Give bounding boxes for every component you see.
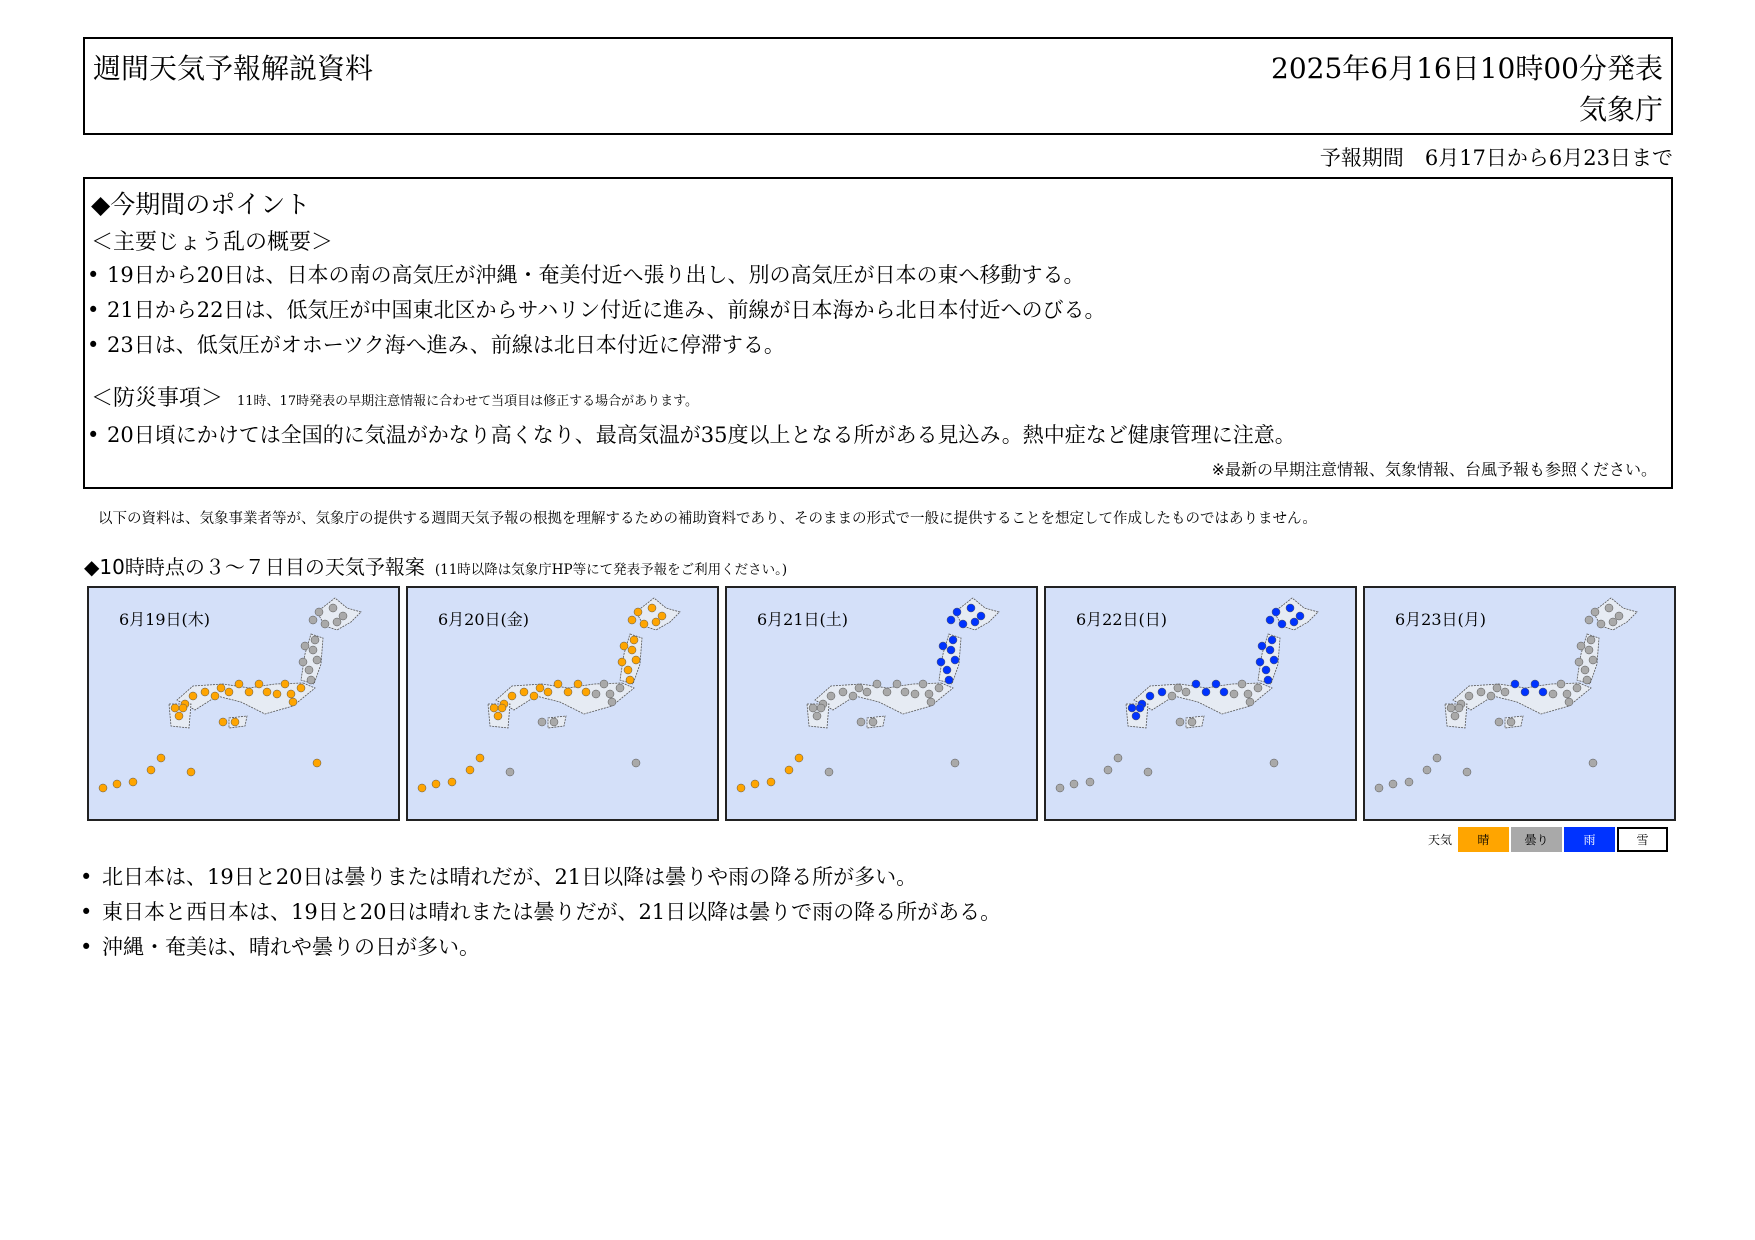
weather-marker-tohoku: [1268, 636, 1276, 644]
weather-marker-kanto: [1230, 690, 1238, 698]
weather-marker-tohoku: [1577, 642, 1585, 650]
forecast-map-day7: [1363, 586, 1676, 821]
weather-marker-hokkaido: [1286, 604, 1294, 612]
weather-marker-kyushu: [498, 704, 506, 712]
weather-marker-tohoku: [1266, 646, 1274, 654]
weather-marker-okinawa: [1405, 778, 1413, 786]
weather-marker-okinawa: [1423, 766, 1431, 774]
weather-marker-kyushu: [1451, 712, 1459, 720]
weather-marker-kanto: [600, 680, 608, 688]
weather-marker-kinki: [217, 684, 225, 692]
summary-item: • 沖縄・奄美は、晴れや曇りの日が多い。: [80, 935, 480, 959]
station-markers: [737, 604, 985, 792]
weather-marker-tohoku: [1583, 676, 1591, 684]
weather-marker-chubu: [235, 680, 243, 688]
weather-marker-kanto: [281, 680, 289, 688]
weather-marker-shikoku: [869, 718, 877, 726]
map-date-label: 6月21日(土): [757, 610, 849, 629]
weather-marker-islands: [313, 759, 321, 767]
map-date-label: 6月22日(日): [1076, 610, 1168, 629]
weather-marker-kanto: [1254, 684, 1262, 692]
weather-marker-hokkaido: [959, 620, 967, 628]
map-date-label: 6月23日(月): [1395, 610, 1487, 629]
weather-marker-tohoku: [628, 646, 636, 654]
weather-marker-kanto: [273, 690, 281, 698]
weather-marker-islands: [506, 768, 514, 776]
weather-marker-chubu: [1531, 680, 1539, 688]
weather-marker-chubu: [582, 688, 590, 696]
weather-marker-kanto: [935, 684, 943, 692]
weather-marker-okinawa: [418, 784, 426, 792]
weather-marker-tohoku: [1587, 636, 1595, 644]
weather-marker-kyushu: [1128, 704, 1136, 712]
weather-marker-tohoku: [939, 642, 947, 650]
weather-marker-kanto: [927, 698, 935, 706]
disclaimer: 以下の資料は、気象事業者等が、気象庁の提供する週間天気予報の根拠を理解するための補助資料であり、そのままの形式で一般に提供することを想定して作成したものではありません。: [98, 511, 1317, 527]
weather-marker-chugoku: [1158, 688, 1166, 696]
weather-marker-islands: [187, 768, 195, 776]
weather-marker-okinawa: [147, 766, 155, 774]
points-box: [83, 177, 1673, 489]
legend-title: 天気: [1428, 833, 1453, 847]
weather-marker-tohoku: [1256, 658, 1264, 666]
map-section-heading: [84, 551, 787, 580]
weather-marker-kanto: [925, 690, 933, 698]
weather-marker-tohoku: [626, 676, 634, 684]
weather-marker-tohoku: [943, 666, 951, 674]
weather-marker-chubu: [901, 688, 909, 696]
weather-marker-okinawa: [737, 784, 745, 792]
weather-marker-tohoku: [1585, 646, 1593, 654]
weather-marker-chubu: [893, 680, 901, 688]
map-date-label: 6月19日(木): [119, 610, 211, 629]
weather-marker-okinawa: [466, 766, 474, 774]
weather-marker-chubu: [883, 688, 891, 696]
forecast-map-day5: [725, 586, 1038, 821]
forecast-map-day3: [87, 586, 400, 821]
weather-marker-kinki: [1501, 688, 1509, 696]
weather-marker-hokkaido: [1290, 618, 1298, 626]
weather-marker-tohoku: [1258, 642, 1266, 650]
weather-marker-kinki: [1493, 684, 1501, 692]
weather-marker-chubu: [574, 680, 582, 688]
weather-marker-tohoku: [1262, 666, 1270, 674]
weather-marker-hokkaido: [1266, 616, 1274, 624]
legend-item-sunny: [1458, 827, 1509, 852]
weather-marker-okinawa: [1056, 784, 1064, 792]
weather-marker-islands: [825, 768, 833, 776]
weather-marker-hokkaido: [648, 604, 656, 612]
weather-marker-tohoku: [949, 636, 957, 644]
disturbance-item-text: 19日から20日は、日本の南の高気圧が沖縄・奄美付近へ張り出し、別の高気圧が日本の東へ移動する。: [107, 263, 1085, 287]
weather-marker-chubu: [255, 680, 263, 688]
weather-marker-okinawa: [751, 780, 759, 788]
weather-marker-okinawa: [113, 780, 121, 788]
weather-marker-kanto: [606, 690, 614, 698]
weather-marker-okinawa: [157, 754, 165, 762]
map-date-label: 6月20日(金): [438, 610, 530, 629]
weather-marker-chugoku: [827, 692, 835, 700]
weather-marker-kyushu: [1455, 704, 1463, 712]
weather-marker-chubu: [1192, 680, 1200, 688]
weather-marker-hokkaido: [640, 620, 648, 628]
station-markers: [99, 604, 347, 792]
weather-marker-kanto: [1557, 680, 1565, 688]
disturbance-item: • 19日から20日は、日本の南の高気圧が沖縄・奄美付近へ張り出し、別の高気圧が日本の東へ移動する。: [87, 263, 1085, 287]
weather-marker-chubu: [1220, 688, 1228, 696]
weather-marker-kyushu: [494, 712, 502, 720]
weather-marker-okinawa: [129, 778, 137, 786]
weather-marker-kanto: [1573, 684, 1581, 692]
weather-marker-okinawa: [767, 778, 775, 786]
disturbance-item-text: 21日から22日は、低気圧が中国東北区からサハリン付近に進み、前線が日本海から北日本付近へのびる。: [107, 298, 1106, 322]
weather-marker-kanto: [1238, 680, 1246, 688]
weather-marker-okinawa: [1114, 754, 1122, 762]
weather-marker-chubu: [245, 688, 253, 696]
weather-marker-kanto: [289, 698, 297, 706]
weather-marker-okinawa: [1086, 778, 1094, 786]
disaster-item: • 20日頃にかけては全国的に気温がかなり高くなり、最高気温が35度以上となる所がある見込み。熱中症など健康管理に注意。: [87, 423, 1296, 447]
agency-name: 気象庁: [1578, 93, 1663, 126]
weather-marker-tohoku: [632, 656, 640, 664]
weather-marker-kinki: [225, 688, 233, 696]
weather-marker-kanto: [287, 690, 295, 698]
legend-label: 雨: [1583, 833, 1596, 847]
weather-marker-hokkaido: [315, 608, 323, 616]
weather-marker-kyushu: [490, 704, 498, 712]
weather-marker-chubu: [1212, 680, 1220, 688]
weather-marker-kanto: [1246, 698, 1254, 706]
weather-marker-chubu: [1511, 680, 1519, 688]
weather-marker-kanto: [608, 698, 616, 706]
weather-marker-hokkaido: [953, 608, 961, 616]
weather-marker-hokkaido: [1278, 620, 1286, 628]
weather-marker-okinawa: [476, 754, 484, 762]
weather-marker-okinawa: [448, 778, 456, 786]
weather-marker-hokkaido: [309, 616, 317, 624]
weather-marker-hokkaido: [1605, 604, 1613, 612]
points-heading: ◆今期間のポイント: [91, 190, 311, 219]
disaster-note: 11時、17時発表の早期注意情報に合わせて当項目は修正する場合があります。: [237, 394, 699, 409]
weather-marker-shikoku: [1188, 718, 1196, 726]
forecast-map-day6: [1044, 586, 1357, 821]
weather-marker-tohoku: [1575, 658, 1583, 666]
weather-marker-kanto: [616, 684, 624, 692]
disturbance-item: • 23日は、低気圧がオホーツク海へ進み、前線は北日本付近に停滞する。: [87, 333, 785, 357]
weather-marker-kyushu: [817, 704, 825, 712]
weather-marker-shikoku: [1495, 718, 1503, 726]
weather-marker-tohoku: [305, 666, 313, 674]
weather-marker-chugoku: [189, 692, 197, 700]
weather-marker-kinki: [1174, 684, 1182, 692]
weather-marker-tohoku: [1264, 676, 1272, 684]
weather-marker-tohoku: [947, 646, 955, 654]
weather-marker-kyushu: [175, 712, 183, 720]
map-section-note: (11時以降は気象庁HP等にて発表予報をご利用ください。): [434, 562, 788, 578]
weather-marker-tohoku: [620, 642, 628, 650]
weather-marker-hokkaido: [333, 618, 341, 626]
weather-marker-kanto: [1244, 690, 1252, 698]
reference-note: ※最新の早期注意情報、気象情報、台風予報も参照ください。: [1211, 460, 1657, 479]
weather-marker-kinki: [544, 688, 552, 696]
weather-marker-hokkaido: [977, 612, 985, 620]
weather-marker-chugoku: [1465, 692, 1473, 700]
weather-marker-tohoku: [951, 656, 959, 664]
weather-marker-kanto: [297, 684, 305, 692]
station-markers: [1375, 604, 1623, 792]
weather-marker-tohoku: [301, 642, 309, 650]
weather-marker-kinki: [849, 692, 857, 700]
weather-marker-kyushu: [1132, 712, 1140, 720]
disaster-item-text: 20日頃にかけては全国的に気温がかなり高くなり、最高気温が35度以上となる所がある見込み。熱中症など健康管理に注意。: [107, 423, 1296, 447]
weather-marker-kinki: [855, 684, 863, 692]
station-markers: [418, 604, 666, 792]
weather-marker-okinawa: [795, 754, 803, 762]
weather-marker-okinawa: [432, 780, 440, 788]
summary-item-text: 北日本は、19日と20日は曇りまたは晴れだが、21日以降は曇りや雨の降る所が多い。: [102, 865, 918, 889]
weather-marker-hokkaido: [1609, 618, 1617, 626]
weather-marker-hokkaido: [971, 618, 979, 626]
weather-marker-shikoku: [1176, 718, 1184, 726]
weather-marker-chubu: [564, 688, 572, 696]
legend-item-rain: [1564, 827, 1615, 852]
weather-marker-tohoku: [937, 658, 945, 666]
weather-marker-shikoku: [550, 718, 558, 726]
weather-marker-hokkaido: [1296, 612, 1304, 620]
weather-marker-hokkaido: [1272, 608, 1280, 616]
weather-marker-tohoku: [307, 676, 315, 684]
weather-marker-shikoku: [538, 718, 546, 726]
weather-marker-tohoku: [945, 676, 953, 684]
weather-marker-kinki: [1182, 688, 1190, 696]
weather-marker-chubu: [1521, 688, 1529, 696]
weather-legend: [1428, 827, 1668, 852]
map-section-heading-label: ◆10時時点の３～７日目の天気予報案: [84, 555, 425, 579]
weather-marker-chubu: [1202, 688, 1210, 696]
summary-item: • 北日本は、19日と20日は曇りまたは晴れだが、21日以降は曇りや雨の降る所が多い。: [80, 865, 918, 889]
document-title: 週間天気予報解説資料: [93, 52, 374, 85]
weather-marker-okinawa: [1104, 766, 1112, 774]
summary-item: • 東日本と西日本は、19日と20日は晴れまたは曇りだが、21日以降は曇りで雨の降る所がある。: [80, 900, 1002, 924]
disaster-heading: [91, 381, 698, 412]
issue-datetime: 2025年6月16日10時00分発表: [1271, 52, 1663, 85]
forecast-period: 予報期間 6月17日から6月23日まで: [1319, 146, 1673, 170]
weather-marker-chugoku: [839, 688, 847, 696]
header-box: [83, 37, 1673, 135]
disturbance-item-text: 23日は、低気圧がオホーツク海へ進み、前線は北日本付近に停滞する。: [107, 333, 785, 357]
weather-marker-tohoku: [313, 656, 321, 664]
weather-marker-tohoku: [1270, 656, 1278, 664]
weather-marker-hokkaido: [967, 604, 975, 612]
weather-marker-tohoku: [1581, 666, 1589, 674]
disturbance-item: • 21日から22日は、低気圧が中国東北区からサハリン付近に進み、前線が日本海から北日本付近へのびる。: [87, 298, 1106, 322]
weather-marker-kyushu: [179, 704, 187, 712]
weather-marker-shikoku: [1507, 718, 1515, 726]
weather-marker-islands: [1270, 759, 1278, 767]
weather-marker-islands: [951, 759, 959, 767]
weather-marker-kanto: [592, 690, 600, 698]
summary-item-text: 沖縄・奄美は、晴れや曇りの日が多い。: [102, 935, 480, 959]
weather-marker-kanto: [911, 690, 919, 698]
weather-marker-islands: [632, 759, 640, 767]
disturbance-heading: ＜主要じょう乱の概要＞: [91, 230, 334, 255]
weather-marker-islands: [1463, 768, 1471, 776]
summary-item-text: 東日本と西日本は、19日と20日は晴れまたは曇りだが、21日以降は曇りで雨の降る所がある。: [102, 900, 1002, 924]
weather-marker-kanto: [1565, 698, 1573, 706]
weather-marker-hokkaido: [1585, 616, 1593, 624]
weather-marker-kinki: [863, 688, 871, 696]
weather-marker-shikoku: [231, 718, 239, 726]
legend-label: 晴: [1477, 833, 1490, 847]
weather-marker-hokkaido: [628, 616, 636, 624]
weather-marker-tohoku: [618, 658, 626, 666]
weather-marker-shikoku: [857, 718, 865, 726]
weather-marker-hokkaido: [652, 618, 660, 626]
weather-marker-okinawa: [1433, 754, 1441, 762]
weather-marker-okinawa: [1389, 780, 1397, 788]
weather-marker-okinawa: [785, 766, 793, 774]
weather-marker-islands: [1589, 759, 1597, 767]
weather-marker-kanto: [919, 680, 927, 688]
weather-marker-tohoku: [299, 658, 307, 666]
weather-marker-hokkaido: [634, 608, 642, 616]
weather-marker-kanto: [1563, 690, 1571, 698]
station-markers: [1056, 604, 1304, 792]
weather-marker-islands: [1144, 768, 1152, 776]
weather-marker-chugoku: [201, 688, 209, 696]
weather-marker-kyushu: [171, 704, 179, 712]
weather-marker-tohoku: [1589, 656, 1597, 664]
weather-marker-okinawa: [99, 784, 107, 792]
weather-marker-kinki: [211, 692, 219, 700]
weather-marker-tohoku: [624, 666, 632, 674]
weather-marker-kyushu: [813, 712, 821, 720]
weather-marker-chubu: [873, 680, 881, 688]
legend-item-cloudy: [1511, 827, 1562, 852]
legend-label: 雪: [1636, 833, 1649, 847]
weather-marker-chugoku: [520, 688, 528, 696]
weather-marker-tohoku: [311, 636, 319, 644]
weather-marker-chugoku: [1146, 692, 1154, 700]
weather-marker-hokkaido: [339, 612, 347, 620]
weather-marker-okinawa: [1375, 784, 1383, 792]
legend-label: 曇り: [1524, 833, 1549, 847]
weather-marker-chubu: [1539, 688, 1547, 696]
weather-marker-chubu: [263, 688, 271, 696]
weather-marker-hokkaido: [947, 616, 955, 624]
weather-marker-kyushu: [1136, 704, 1144, 712]
weather-marker-kyushu: [1447, 704, 1455, 712]
weather-marker-hokkaido: [1591, 608, 1599, 616]
weather-marker-hokkaido: [321, 620, 329, 628]
weather-marker-tohoku: [309, 646, 317, 654]
weather-marker-hokkaido: [1615, 612, 1623, 620]
weather-marker-hokkaido: [329, 604, 337, 612]
disaster-heading-label: ＜防災事項＞: [91, 386, 224, 411]
weather-marker-chugoku: [1477, 688, 1485, 696]
weather-marker-kyushu: [809, 704, 817, 712]
legend-item-snow: [1617, 827, 1668, 852]
forecast-map-day4: [406, 586, 719, 821]
weather-marker-okinawa: [1070, 780, 1078, 788]
weather-marker-chugoku: [508, 692, 516, 700]
weather-marker-kinki: [1168, 692, 1176, 700]
weather-marker-hokkaido: [1597, 620, 1605, 628]
weather-marker-tohoku: [630, 636, 638, 644]
weather-marker-kanto: [1549, 690, 1557, 698]
weather-marker-shikoku: [219, 718, 227, 726]
weather-marker-kinki: [536, 684, 544, 692]
weather-marker-kinki: [530, 692, 538, 700]
weather-marker-hokkaido: [658, 612, 666, 620]
weather-marker-kinki: [1487, 692, 1495, 700]
weather-marker-chubu: [554, 680, 562, 688]
